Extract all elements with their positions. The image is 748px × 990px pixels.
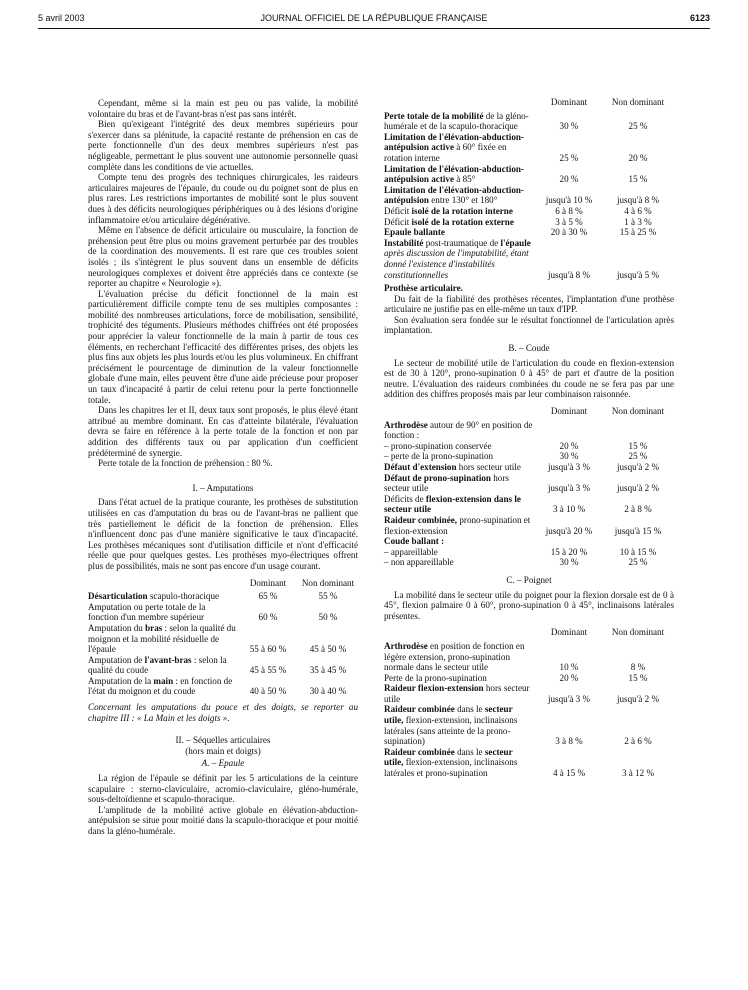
section-heading: II. – Séquelles articulaires <box>175 735 271 746</box>
col-header-non-dominant: Non dominant <box>301 577 355 588</box>
row-label: – appareillable <box>384 546 438 557</box>
row-label: Amputation de la main : en fonction de l'état du moignon et du coude <box>88 675 233 697</box>
value-non-dominant: jusqu'à 8 % <box>616 195 660 206</box>
value-non-dominant: 25 % <box>628 557 648 568</box>
table-row <box>384 547 674 558</box>
amputations-note: Concernant les amputations du pouce et des doigts, se reporter au chapitre III : « La Main et les doigts ». <box>88 702 358 723</box>
value-dominant: 20 à 30 % <box>550 227 588 238</box>
table-row <box>88 602 358 623</box>
value-dominant: 30 % <box>559 451 579 462</box>
table-row <box>384 473 674 494</box>
value-non-dominant <box>602 420 674 441</box>
paragraph: L'amplitude de la mobilité active globale en élévation-abduction-antépulsion se situe pour moitié dans la scapulo-thoracique et pour moitié dans la gléno-humérale. <box>88 804 358 836</box>
value-non-dominant: 50 % <box>318 612 338 623</box>
value-non-dominant: 3 à 12 % <box>621 768 655 779</box>
row-label: Arthrodèse en position de fonction en légère extension, prono-supination normale dans le secteur utile <box>384 640 525 673</box>
table-row <box>384 515 674 536</box>
value-non-dominant: 8 % <box>630 662 646 673</box>
value-non-dominant: 15 % <box>628 672 648 683</box>
value-dominant: jusqu'à 20 % <box>545 525 593 536</box>
table-row <box>384 206 674 217</box>
value-dominant <box>536 420 602 441</box>
header-date: 5 avril 2003 <box>38 13 85 23</box>
row-label: Raideur flexion-extension hors secteur utile <box>384 683 530 704</box>
value-dominant: 20 % <box>559 440 579 451</box>
row-label: Coude ballant : <box>384 536 445 547</box>
paragraph: L'évaluation précise du déficit fonctionnel de la main est particulièrement difficile compte tenu de ses multiples composantes : mobilité des nombreuses articulations, force de mobilisation, sensibilité, trophicité des téguments. Plusieurs méthodes chiffrées ont été proposées pour apprécier la valeur fonctionnelle de la main à partir de tous ces éléments, en recherchant l'efficacité des différentes prises, des objets les plus fins aux objets les plus lourds et/ou les plus volumineux. En chiffrant précisément le pourcentage de diminution de la valeur fonctionnelle globale d'une main, elles peuvent être d'une aide précieuse pour proposer un taux d'incapacité à partir de celui retenu pour la perte fonctionnelle totale. <box>88 288 358 405</box>
row-label: Instabilité post-traumatique de l'épaule après discussion de l'imputabilité, étant donné l'existence d'instabilités constitutionnelles <box>384 237 531 280</box>
value-dominant: jusqu'à 3 % <box>547 693 591 704</box>
value-non-dominant: 2 à 6 % <box>624 736 652 747</box>
paragraph: Même en l'absence de déficit articulaire ou musculaire, la fonction de préhension peut être plus ou moins gravement perturbée par des troubles de la coordination des mouvements. Il est rare que ces troubles soient isolés ; ils s'intègrent le plus souvent dans un ensemble de déficits neurologiques complexes et doivent être appréciés dans ce contexte (se reporter au chapitre « Neurologie »). <box>88 225 358 289</box>
value-dominant: jusqu'à 3 % <box>547 483 591 494</box>
value-non-dominant: 55 % <box>318 591 338 602</box>
row-label: Raideur combinée dans le secteur utile, flexion-extension, inclinaisons latérales (sans atteinte de la prono-supination) <box>384 704 518 747</box>
value-dominant: 55 à 60 % <box>249 644 287 655</box>
value-non-dominant: jusqu'à 2 % <box>616 483 660 494</box>
table-row <box>384 747 674 779</box>
table-row <box>384 557 674 568</box>
row-label: Perte totale de la mobilité de la gléno-humérale et de la scapulo-thoracique <box>384 110 529 132</box>
paragraph: Compte tenu des progrès des techniques chirurgicales, les raideurs articulaires majeures de l'épaule, du coude ou du poignet sont de plus en plus rares. Les restrictions importantes de mobilité sont le plus souvent dues à des déficits neurologiques périphériques ou à des lésions d'origine inflammatoire et/ou articulaire dégénérative. <box>88 172 358 225</box>
row-label: – non appareillable <box>384 557 454 568</box>
value-non-dominant: 35 à 45 % <box>309 665 347 676</box>
table-row <box>384 238 674 280</box>
paragraph: Du fait de la fiabilité des prothèses récentes, l'implantation d'une prothèse articulaire ne justifie pas en elle-même un taux d'IPP. <box>384 293 674 315</box>
table-row <box>384 704 674 746</box>
table-row <box>384 536 674 547</box>
right-column <box>384 97 674 779</box>
row-label: Limitation de l'élévation-abduction-antépulsion entre 130° et 180° <box>384 184 524 206</box>
value-dominant: 10 % <box>559 662 579 673</box>
row-label: Limitation de l'élévation-abduction-antépulsion active à 85° <box>384 163 524 185</box>
protheses-heading: Prothèse articulaire. <box>384 283 463 294</box>
paragraph: Perte totale de la fonction de préhension : 80 %. <box>98 458 273 469</box>
header-journal-title: JOURNAL OFFICIEL DE LA RÉPUBLIQUE FRANÇAISE <box>260 13 488 23</box>
col-header-dominant: Dominant <box>249 577 287 588</box>
value-non-dominant: 15 à 25 % <box>619 227 657 238</box>
value-dominant: 3 à 8 % <box>555 736 583 747</box>
value-non-dominant: jusqu'à 2 % <box>616 693 660 704</box>
value-non-dominant: jusqu'à 5 % <box>616 269 660 280</box>
col-header-dominant: Dominant <box>550 97 588 107</box>
section-heading: I. – Amputations <box>192 482 254 493</box>
value-non-dominant: 20 % <box>628 152 648 163</box>
col-header-dominant: Dominant <box>550 406 588 417</box>
table-row <box>384 451 674 462</box>
table-row <box>384 164 674 185</box>
table-row <box>384 673 674 684</box>
table-row <box>384 420 674 441</box>
page-header <box>38 7 710 27</box>
row-label: Perte de la prono-supination <box>384 672 487 683</box>
value-non-dominant: 4 à 6 % <box>624 205 652 216</box>
row-label: Limitation de l'élévation-abduction-antépulsion active à 60° fixée en rotation interne <box>384 131 524 163</box>
left-column <box>88 98 358 837</box>
paragraph: Cependant, même si la main est peu ou pas valide, la mobilité volontaire du bras et de l'avant-bras n'est pas sans intérêt. <box>88 98 358 119</box>
row-label: Déficits de flexion-extension dans le secteur utile <box>384 493 521 515</box>
value-dominant: 20 % <box>559 672 579 683</box>
value-dominant: 40 à 50 % <box>249 686 287 697</box>
row-label: – prono-supination conservée <box>384 440 492 451</box>
paragraph: Dans les chapitres Ier et II, deux taux sont proposés, le plus élevé étant attribué au membre dominant. En cas d'atteinte bilatérale, l'évaluation devra se faire en référence à la perte totale de la fonction et non par addition des différents taux ou par application d'un coefficient prédéterminé de synergie. <box>88 405 358 458</box>
row-label: Raideur combinée dans le secteur utile, flexion-extension, inclinaisons latérales et prono-supination <box>384 746 518 779</box>
table-row <box>384 227 674 238</box>
table-row <box>384 683 674 704</box>
value-non-dominant: jusqu'à 15 % <box>614 525 662 536</box>
value-dominant: jusqu'à 8 % <box>547 269 591 280</box>
value-dominant: 45 à 55 % <box>249 665 287 676</box>
value-dominant <box>536 536 602 547</box>
value-non-dominant: 25 % <box>628 451 648 462</box>
paragraph: La mobilité dans le secteur utile du poignet pour la flexion dorsale est de 0 à 45°, flexion palmaire 0 à 60°, prono-supination 0 à 45°, inclinaisons latérales présentes. <box>384 589 674 621</box>
value-dominant: jusqu'à 3 % <box>547 462 591 472</box>
table-row <box>384 441 674 452</box>
value-dominant: 30 % <box>559 121 579 132</box>
row-label: Défaut d'extension hors secteur utile <box>384 462 521 472</box>
row-label: Amputation ou perte totale de la fonction d'un membre supérieur <box>88 601 206 623</box>
table-row <box>88 655 358 676</box>
table-row <box>384 185 674 206</box>
value-dominant: 3 à 10 % <box>552 504 586 515</box>
subsection-heading-epaule: A. – Epaule <box>201 758 245 769</box>
value-non-dominant: 30 à 40 % <box>309 686 347 697</box>
row-label: Amputation du bras : selon la qualité du moignon et la mobilité résiduelle de l'épaule <box>88 622 236 655</box>
paragraph: Son évaluation sera fondée sur le résultat fonctionnel de l'articulation après implantation. <box>384 314 674 336</box>
paragraph: Dans l'état actuel de la pratique courante, les prothèses de substitution utilisées en cas d'amputation du bras ou de l'avant-bras ne pallient que très partiellement le déficit de la fonction de préhension. Elles n'influencent donc pas d'une manière significative le taux d'incapacité. Les prothèses mécaniques sont d'utilisation difficile et n'ont d'efficacité réelle que pour quelques gestes. Les prothèses myo-électriques offrent plus de possibilités, mais ne sont pas encore d'un usage courant. <box>88 497 358 571</box>
value-dominant: 30 % <box>559 557 579 568</box>
header-rule <box>38 28 710 29</box>
col-header-non-dominant: Non dominant <box>611 97 665 107</box>
row-label: Raideur combinée, prono-supination et flexion-extension <box>384 514 531 536</box>
paragraph: Le secteur de mobilité utile de l'articulation du coude en flexion-extension est de 30 à 120°, prono-supination 0 à 45° de part et d'autre de la position neutre. L'évaluation des raideurs combinées du coude ne se fera pas par une addition des chiffres proposés mais par leur combinaison raisonnée. <box>384 357 674 400</box>
value-non-dominant: jusqu'à 2 % <box>616 462 660 472</box>
value-dominant: 6 à 8 % <box>555 205 583 216</box>
table-row <box>384 217 674 228</box>
value-dominant: 60 % <box>258 612 278 623</box>
value-non-dominant: 45 à 50 % <box>309 644 347 655</box>
row-label: Amputation de l'avant-bras : selon la qualité du coude <box>88 654 227 676</box>
section-heading-coude: B. – Coude <box>508 343 550 354</box>
value-dominant: 15 à 20 % <box>550 546 588 557</box>
value-non-dominant: 1 à 3 % <box>624 216 652 227</box>
value-dominant: 3 à 5 % <box>555 216 583 227</box>
paragraph: Bien qu'exigeant l'intégrité des deux membres supérieurs pour s'exercer dans sa plénitude, la capacité restante de préhension en cas de perte fonctionnelle d'un des deux membres supérieurs n'est pas négligeable, permettant le plus souvent une autonomie personnelle quasi complète dans les conditions de vie actuelles. <box>88 119 358 172</box>
section-heading-poignet: C. – Poignet <box>506 574 552 585</box>
col-header-non-dominant: Non dominant <box>611 406 665 417</box>
table-row <box>88 676 358 697</box>
row-label: Déficit isolé de la rotation externe <box>384 216 514 227</box>
col-header-non-dominant: Non dominant <box>611 627 665 638</box>
col-header-dominant: Dominant <box>550 627 588 638</box>
row-label: Déficit isolé de la rotation interne <box>384 205 513 216</box>
value-dominant: 65 % <box>258 591 278 602</box>
value-non-dominant: 10 à 15 % <box>619 546 657 557</box>
amputations-table <box>88 578 358 698</box>
section-subheading: (hors main et doigts) <box>185 745 261 756</box>
table-row <box>384 132 674 164</box>
table-row <box>384 494 674 515</box>
row-label: Epaule ballante <box>384 227 445 238</box>
table-row <box>384 462 674 473</box>
value-non-dominant: 25 % <box>628 121 648 132</box>
row-label: – perte de la prono-supination <box>384 451 494 462</box>
poignet-table <box>384 627 674 778</box>
coude-table <box>384 406 674 568</box>
paragraph: La région de l'épaule se définit par les 5 articulations de la ceinture scapulaire : sterno-claviculaire, acromio-claviculaire, gléno-humérale, sous-deltoïdienne et scapulo-thoracique. <box>88 773 358 805</box>
table-row <box>384 111 674 132</box>
row-label: Défaut de prono-supination hors secteur utile <box>384 472 509 494</box>
value-dominant: 25 % <box>559 152 579 163</box>
table-row <box>88 623 358 655</box>
value-non-dominant: 15 % <box>628 174 648 185</box>
value-non-dominant: 2 à 8 % <box>624 504 652 515</box>
row-label: Désarticulation scapulo-thoracique <box>88 591 220 602</box>
table-row <box>88 591 358 602</box>
header-page-number: 6123 <box>689 13 710 23</box>
row-label: Arthrodèse autour de 90° en position de fonction : <box>384 419 533 441</box>
epaule-table <box>384 97 674 280</box>
value-dominant: jusqu'à 10 % <box>545 195 593 206</box>
value-non-dominant: 15 % <box>628 440 648 451</box>
value-dominant: 20 % <box>559 174 579 185</box>
table-row <box>384 641 674 673</box>
value-non-dominant <box>602 536 674 547</box>
value-dominant: 4 à 15 % <box>552 768 586 779</box>
